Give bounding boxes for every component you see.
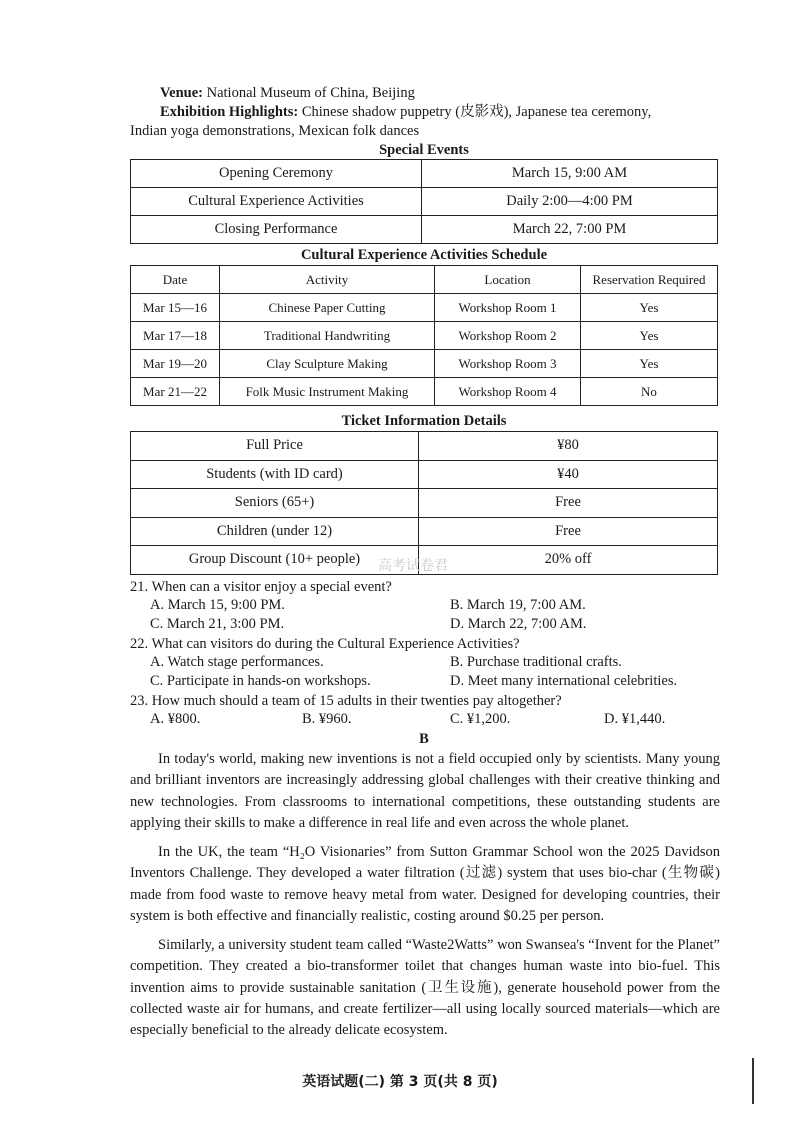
table-row xyxy=(131,160,718,188)
event-name: Closing Performance xyxy=(131,216,422,244)
table-row xyxy=(131,350,718,378)
highlights-line-2: Indian yoga demonstrations, Mexican folk dances xyxy=(130,123,420,139)
cell-date: Mar 21—22 xyxy=(131,378,220,406)
q21-option-a: A. March 15, 9:00 PM. xyxy=(150,597,285,613)
table-row xyxy=(131,322,718,350)
table-row xyxy=(131,216,718,244)
paragraph-1 xyxy=(130,749,720,834)
tickets-title: Ticket Information Details xyxy=(341,413,507,429)
cell-location: Workshop Room 1 xyxy=(435,294,581,322)
q21-option-d: D. March 22, 7:00 AM. xyxy=(450,616,587,632)
column-header: Date xyxy=(131,266,220,294)
cell-date: Mar 17—18 xyxy=(131,322,220,350)
column-header: Reservation Required xyxy=(581,266,718,294)
table-row xyxy=(131,432,718,461)
q21-option-c: C. March 21, 3:00 PM. xyxy=(150,616,285,632)
tickets-table xyxy=(130,431,718,575)
cell-reservation: No xyxy=(581,378,718,406)
paragraph-3 xyxy=(130,935,720,1041)
ticket-type: Children (under 12) xyxy=(131,517,419,546)
q22-option-a: A. Watch stage performances. xyxy=(150,654,324,670)
q21-option-b: B. March 19, 7:00 AM. xyxy=(450,597,586,613)
cell-reservation: Yes xyxy=(581,350,718,378)
question-21-stem: 21. When can a visitor enjoy a special event? xyxy=(130,579,392,595)
paragraph-1-text: In today's world, making new inventions is not a field occupied only by scientists. Many young and brilliant inventors are increasingly addressing global challenges with their creative thinking and new technologies. From classrooms to international competitions, these outstanding students are applying their skills to make a difference in real life and even across the whole planet. xyxy=(130,751,720,831)
q23-option-c: C. ¥1,200. xyxy=(450,711,511,727)
venue-label: Venue: xyxy=(160,85,203,101)
schedule-title: Cultural Experience Activities Schedule xyxy=(300,247,548,263)
ticket-type: Full Price xyxy=(131,432,419,461)
q23-option-b: B. ¥960. xyxy=(302,711,352,727)
cell-date: Mar 15—16 xyxy=(131,294,220,322)
event-name: Opening Ceremony xyxy=(131,160,422,188)
cell-reservation: Yes xyxy=(581,294,718,322)
special-events-table xyxy=(130,159,718,244)
event-name: Cultural Experience Activities xyxy=(131,188,422,216)
schedule-table xyxy=(130,265,718,406)
q22-option-d: D. Meet many international celebrities. xyxy=(450,673,678,689)
cell-activity: Folk Music Instrument Making xyxy=(220,378,435,406)
table-row xyxy=(131,460,718,489)
cell-activity: Chinese Paper Cutting xyxy=(220,294,435,322)
event-time: March 15, 9:00 AM xyxy=(422,160,718,188)
column-header: Location xyxy=(435,266,581,294)
q23-option-a: A. ¥800. xyxy=(150,711,201,727)
q22-option-b: B. Purchase traditional crafts. xyxy=(450,654,622,670)
highlights-label: Exhibition Highlights: xyxy=(160,104,299,120)
cell-reservation: Yes xyxy=(581,322,718,350)
table-row xyxy=(131,294,718,322)
table-row xyxy=(131,489,718,518)
cell-date: Mar 19—20 xyxy=(131,350,220,378)
paragraph-2-text: In the UK, the team “H₂O Visionaries” from Sutton Grammar School won the 2025 Davidson Inventors Challenge. They developed a water filtration (过滤) system that uses bio-char (生物碳) made from food waste to remove heavy metal from water. Designed for developing countries, their system is both effective and financially realistic, costing around $0.25 per person. xyxy=(130,844,720,924)
event-time: March 22, 7:00 PM xyxy=(422,216,718,244)
special-events-title: Special Events xyxy=(379,142,469,158)
question-23-stem: 23. How much should a team of 15 adults in their twenties pay altogether? xyxy=(130,693,562,709)
question-22-stem: 22. What can visitors do during the Cultural Experience Activities? xyxy=(130,636,520,652)
section-b-heading: B xyxy=(419,731,429,747)
q23-option-d: D. ¥1,440. xyxy=(604,711,666,727)
highlights-line xyxy=(160,103,651,121)
column-header: Activity xyxy=(220,266,435,294)
cell-activity: Clay Sculpture Making xyxy=(220,350,435,378)
table-header-row xyxy=(131,266,718,294)
ticket-price: Free xyxy=(419,517,718,546)
paragraph-2 xyxy=(130,842,720,927)
event-time: Daily 2:00—4:00 PM xyxy=(422,188,718,216)
q22-option-c: C. Participate in hands-on workshops. xyxy=(150,673,371,689)
highlights-text-1: Chinese shadow puppetry (皮影戏), Japanese tea ceremony, xyxy=(301,104,652,120)
cell-location: Workshop Room 3 xyxy=(435,350,581,378)
ticket-price: ¥80 xyxy=(419,432,718,461)
table-row xyxy=(131,378,718,406)
ticket-price: Free xyxy=(419,489,718,518)
ticket-type: Students (with ID card) xyxy=(131,460,419,489)
paragraph-3-text: Similarly, a university student team called “Waste2Watts” won Swansea's “Invent for the Planet” competition. They created a bio-transformer toilet that changes human waste into bio-fuel. This invention aims to provide sustainable sanitation (卫生设施), generate household power from the collected waste air for humans, and create fertilizer—all using locally sourced materials—which are especially beneficial to the already delicate ecosystem. xyxy=(130,937,720,1039)
ticket-price: ¥40 xyxy=(419,460,718,489)
ticket-price: 20% off xyxy=(419,546,718,575)
table-row xyxy=(131,517,718,546)
venue-value: National Museum of China, Beijing xyxy=(206,85,415,101)
venue-line xyxy=(160,84,415,102)
cell-activity: Traditional Handwriting xyxy=(220,322,435,350)
watermark: 高考试卷君 xyxy=(378,558,448,574)
cell-location: Workshop Room 2 xyxy=(435,322,581,350)
page-footer: 英语试题(二) 第 3 页(共 8 页) xyxy=(302,1074,498,1090)
ticket-type: Seniors (65+) xyxy=(131,489,419,518)
cell-location: Workshop Room 4 xyxy=(435,378,581,406)
table-row xyxy=(131,188,718,216)
ticket-type: Group Discount (10+ people) xyxy=(131,546,419,575)
margin-mark xyxy=(752,1058,754,1104)
